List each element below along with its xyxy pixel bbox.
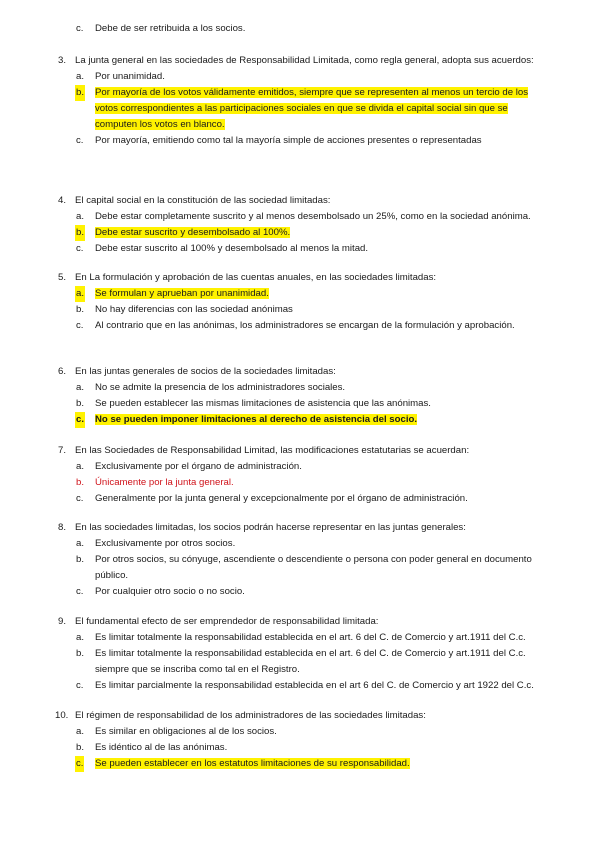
- question-number: 9.: [58, 616, 67, 627]
- option-letter: b.: [76, 554, 85, 565]
- option-text: Se pueden establecer las mismas limitaciones de asistencia que las anónimas.: [95, 398, 431, 409]
- option-text: [95, 552, 570, 584]
- option-letter: a.: [75, 286, 85, 302]
- option-letter: c.: [76, 23, 84, 34]
- question-text: La junta general en las sociedades de Responsabilidad Limitada, como regla general, adopta sus acuerdos:: [75, 55, 534, 66]
- option-text: Debe estar completamente suscrito y al menos desembolsado un 25%, como en la sociedad anónima.: [95, 211, 531, 222]
- option-text: Es idéntico al de las anónimas.: [95, 742, 228, 753]
- question-number: 7.: [58, 445, 67, 456]
- option-text: Por unanimidad.: [95, 71, 165, 82]
- option-letter: a.: [76, 726, 85, 737]
- option-text: [95, 286, 570, 302]
- option-line: computen los votos en blanco.: [95, 119, 225, 130]
- option-letter: c.: [76, 493, 84, 504]
- option-text: [95, 412, 570, 428]
- question-number: 10.: [55, 710, 69, 721]
- option-text: [95, 225, 570, 241]
- option-letter: a.: [76, 71, 85, 82]
- option-letter: a.: [76, 461, 85, 472]
- option-letter: b.: [75, 225, 85, 241]
- option-text: Debe estar suscrito al 100% y desembolsado al menos la mitad.: [95, 243, 369, 254]
- option-line: Debe estar suscrito y desembolsado al 100%.: [95, 227, 291, 238]
- option-text: Al contrario que en las anónimas, los administradores se encargan de la formulación y aprobación.: [95, 320, 515, 331]
- option-letter: a.: [76, 382, 85, 393]
- option-letter: c.: [76, 243, 84, 254]
- question-number: 8.: [58, 522, 67, 533]
- option-text: Exclusivamente por otros socios.: [95, 538, 236, 549]
- option-text: [95, 646, 570, 678]
- option-line: No se pueden imponer limitaciones al derecho de asistencia del socio.: [95, 414, 418, 425]
- option-text: Únicamente por la junta general.: [95, 477, 234, 488]
- option-letter: b.: [76, 477, 85, 488]
- option-line: Es limitar totalmente la responsabilidad establecida en el art. 6 del C. de Comercio y art.1911 del C.c.: [95, 648, 526, 659]
- question-number: 5.: [58, 272, 67, 283]
- question-text: En La formulación y aprobación de las cuentas anuales, en las sociedades limitadas:: [75, 272, 437, 283]
- option-text: Por mayoría, emitiendo como tal la mayoría simple de acciones presentes o representadas: [95, 135, 482, 146]
- option-letter: b.: [76, 398, 85, 409]
- option-letter: c.: [76, 135, 84, 146]
- option-line: Se pueden establecer en los estatutos limitaciones de su responsabilidad.: [95, 758, 410, 769]
- option-letter: b.: [76, 742, 85, 753]
- option-text: Es limitar totalmente la responsabilidad establecida en el art. 6 del C. de Comercio y art.1911 del C.c.: [95, 632, 526, 643]
- question-text: El capital social en la constitución de las sociedad limitadas:: [75, 195, 331, 206]
- option-text: Generalmente por la junta general y excepcionalmente por el órgano de administración.: [95, 493, 468, 504]
- option-text: Es similar en obligaciones al de los socios.: [95, 726, 277, 737]
- option-letter: b.: [76, 304, 85, 315]
- option-letter: a.: [76, 632, 85, 643]
- option-letter: c.: [76, 680, 84, 691]
- question-number: 3.: [58, 55, 67, 66]
- option-letter: c.: [75, 412, 85, 428]
- question-text: El régimen de responsabilidad de los administradores de las sociedades limitadas:: [75, 710, 426, 721]
- option-line: siempre que se inscriba como tal en el Registro.: [95, 664, 300, 675]
- option-letter: a.: [76, 211, 85, 222]
- option-letter: b.: [76, 648, 85, 659]
- option-letter: c.: [76, 320, 84, 331]
- option-text: [95, 85, 570, 133]
- option-text: Es limitar parcialmente la responsabilidad establecida en el art 6 del C. de Comercio y art 1922 del C.c.: [95, 680, 534, 691]
- question-text: El fundamental efecto de ser emprendedor de responsabilidad limitada:: [75, 616, 379, 627]
- option-text: [95, 756, 570, 772]
- option-text: No se admite la presencia de los administradores sociales.: [95, 382, 346, 393]
- question-text: En las juntas generales de socios de la sociedades limitadas:: [75, 366, 336, 377]
- option-text: Debe de ser retribuida a los socios.: [95, 23, 246, 34]
- option-letter: c.: [76, 586, 84, 597]
- option-line: público.: [95, 570, 129, 581]
- option-text: Por cualquier otro socio o no socio.: [95, 586, 245, 597]
- option-letter: a.: [76, 538, 85, 549]
- question-number: 6.: [58, 366, 67, 377]
- option-line: Se formulan y aprueban por unanimidad.: [95, 288, 269, 299]
- question-number: 4.: [58, 195, 67, 206]
- option-line: Por mayoría de los votos válidamente emitidos, siempre que se representen al menos un tercio de los: [95, 87, 529, 98]
- option-letter: c.: [75, 756, 84, 772]
- option-letter: b.: [75, 85, 85, 101]
- option-line: Por otros socios, su cónyuge, ascendiente o descendiente o persona con poder general en documento: [95, 554, 532, 565]
- question-text: En las sociedades limitadas, los socios podrán hacerse representar en las juntas generales:: [75, 522, 466, 533]
- option-text: No hay diferencias con las sociedad anónimas: [95, 304, 293, 315]
- option-line: votos correspondientes a las participaciones sociales en que se divida el capital social sin que se: [95, 103, 508, 114]
- option-text: Exclusivamente por el órgano de administración.: [95, 461, 302, 472]
- question-text: En las Sociedades de Responsabilidad Limitad, las modificaciones estatutarias se acuerdan:: [75, 445, 470, 456]
